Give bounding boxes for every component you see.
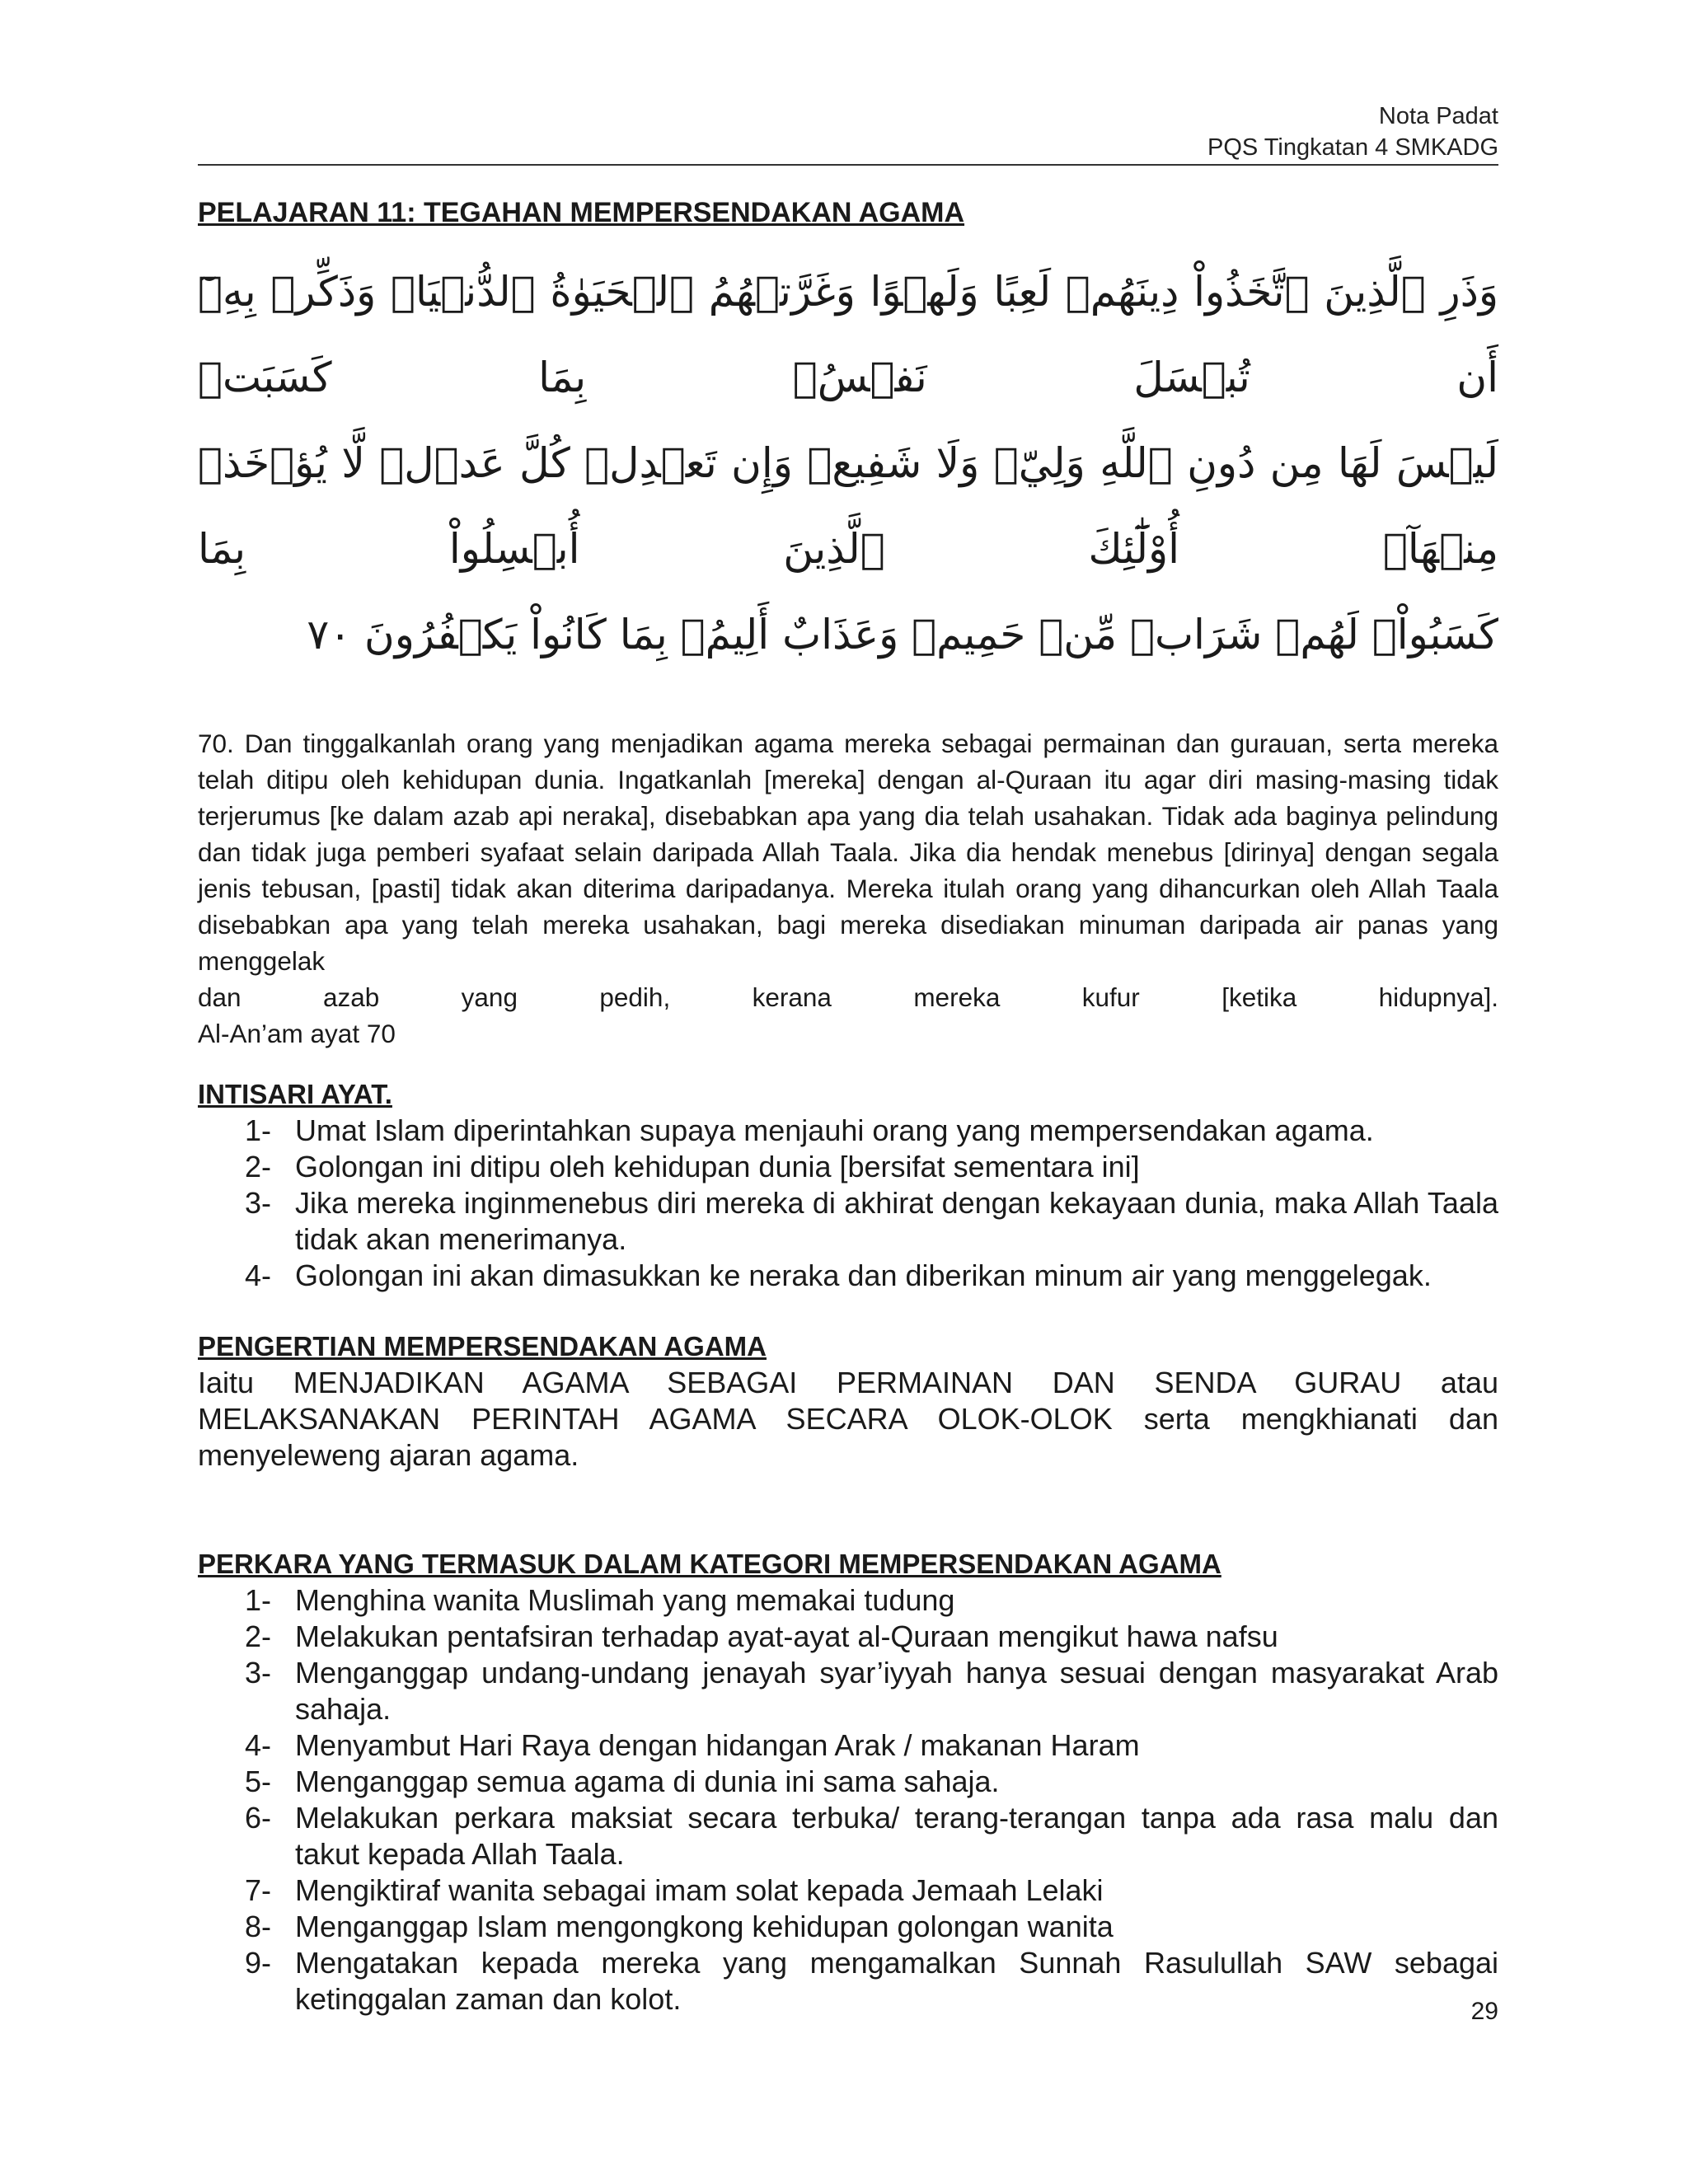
list-text: Menganggap Islam mengongkong kehidupan golongan wanita <box>295 1910 1114 1943</box>
page-number: 29 <box>1470 1998 1498 2025</box>
list-item <box>198 1619 1498 1655</box>
page-header <box>1207 101 1498 163</box>
list-number: 6- <box>245 1801 272 1835</box>
list-item <box>198 1582 1498 1619</box>
intisari-section <box>198 1076 1498 1294</box>
list-number: 1- <box>245 1113 272 1147</box>
list-item <box>198 1258 1498 1294</box>
translation-source: Al-An’am ayat 70 <box>198 1019 396 1048</box>
header-line-2: PQS Tingkatan 4 SMKADG <box>1207 134 1498 161</box>
list-text: Menyambut Hari Raya dengan hidangan Arak / makanan Haram <box>295 1728 1140 1762</box>
perkara-title: PERKARA YANG TERMASUK DALAM KATEGORI MEMPERSENDAKAN AGAMA <box>198 1549 1221 1579</box>
list-item <box>198 1945 1498 2018</box>
list-number: 3- <box>245 1656 272 1690</box>
verse-translation <box>198 725 1498 1052</box>
pengertian-title: PENGERTIAN MEMPERSENDAKAN AGAMA <box>198 1331 767 1361</box>
list-text: Golongan ini ditipu oleh kehidupan dunia [bersifat sementara ini] <box>295 1150 1140 1183</box>
list-item <box>198 1800 1498 1872</box>
list-number: 7- <box>245 1873 272 1907</box>
list-item <box>198 1727 1498 1764</box>
perkara-list <box>198 1582 1498 2018</box>
header-line-1: Nota Padat <box>1378 103 1498 129</box>
list-number: 8- <box>245 1910 272 1943</box>
list-number: 2- <box>245 1150 272 1183</box>
verse-line-3: كَسَبُواْۖ لَهُمۡ شَرَابٞ مِّنۡ حَمِيمٖ وَعَذَابٌ أَلِيمُۢ بِمَا كَانُواْ يَكۡفُرُونَ ٧٠ <box>307 611 1498 658</box>
list-item <box>198 1113 1498 1149</box>
translation-body: 70. Dan tinggalkanlah orang yang menjadikan agama mereka sebagai permainan dan gurauan, serta mereka telah ditipu oleh kehidupan dunia. Ingatkanlah [mereka] dengan al-Quraan itu agar diri masing-masing tidak terjerumus [ke dalam azab api neraka], disebabkan apa yang dia telah usahakan. Tidak ada baginya pelindung dan tidak juga pemberi syafaat selain daripada Allah Taala. Jika dia hendak menebus [dirinya] dengan segala jenis tebusan, [pasti] tidak akan diterima daripadanya. Mereka itulah orang yang dihancurkan oleh Allah Taala disebabkan apa yang telah mereka usahakan, bagi mereka disediakan minuman daripada air panas yang menggelak <box>198 729 1498 976</box>
list-text: Mengatakan kepada mereka yang mengamalkan Sunnah Rasulullah SAW sebagai ketinggalan zaman dan kolot. <box>295 1946 1498 2016</box>
list-item <box>198 1185 1498 1258</box>
list-text: Menghina wanita Muslimah yang memakai tudung <box>295 1583 955 1617</box>
header-divider <box>198 164 1498 166</box>
list-item <box>198 1655 1498 1727</box>
list-number: 2- <box>245 1619 272 1653</box>
list-text: Menganggap undang-undang jenayah syar’iyyah hanya sesuai dengan masyarakat Arab sahaja. <box>295 1656 1498 1726</box>
intisari-title: INTISARI AYAT. <box>198 1079 392 1109</box>
list-number: 9- <box>245 1946 272 1980</box>
list-text: Jika mereka inginmenebus diri mereka di akhirat dengan kekayaan dunia, maka Allah Taala tidak akan menerimanya. <box>295 1186 1498 1256</box>
list-text: Melakukan perkara maksiat secara terbuka/ terang-terangan tanpa ada rasa malu dan takut kepada Allah Taala. <box>295 1801 1498 1871</box>
list-number: 1- <box>245 1583 272 1617</box>
page-content <box>198 194 1498 2018</box>
list-item <box>198 1909 1498 1945</box>
list-text: Golongan ini akan dimasukkan ke neraka dan diberikan minum air yang menggelegak. <box>295 1258 1432 1292</box>
list-item <box>198 1872 1498 1909</box>
perkara-section <box>198 1546 1498 2018</box>
list-item <box>198 1764 1498 1800</box>
translation-last-line: dan azab yang pedih, kerana mereka kufur [ketika hidupnya]. <box>198 982 1498 1012</box>
verse-line-1: وَذَرِ ٱلَّذِينَ ٱتَّخَذُواْ دِينَهُمۡ لَعِبًا وَلَهۡوًا وَغَرَّتۡهُمُ ٱلۡحَيَوٰةُ ٱلدُّنۡيَاۚ وَذَكِّرۡ بِهِۦٓ أَن تُبۡسَلَ نَفۡسُۢ بِمَا كَسَبَتۡ <box>198 268 1498 401</box>
verse-line-2: لَيۡسَ لَهَا مِن دُونِ ٱللَّهِ وَلِيّٞ وَلَا شَفِيعٞ وَإِن تَعۡدِلۡ كُلَّ عَدۡلٖ لَّا يُؤۡخَذۡ مِنۡهَآۗ أُوْلَٰٓئِكَ ٱلَّذِينَ أُبۡسِلُواْ بِمَا <box>198 439 1498 573</box>
list-text: Melakukan pentafsiran terhadap ayat-ayat al-Quraan mengikut hawa nafsu <box>295 1619 1278 1653</box>
list-number: 5- <box>245 1765 272 1798</box>
list-text: Umat Islam diperintahkan supaya menjauhi orang yang mempersendakan agama. <box>295 1113 1374 1147</box>
lesson-title: PELAJARAN 11: TEGAHAN MEMPERSENDAKAN AGAMA <box>198 197 965 228</box>
list-number: 4- <box>245 1258 272 1292</box>
list-text: Mengiktiraf wanita sebagai imam solat kepada Jemaah Lelaki <box>295 1873 1104 1907</box>
list-number: 4- <box>245 1728 272 1762</box>
pengertian-text: Iaitu MENJADIKAN AGAMA SEBAGAI PERMAINAN DAN SENDA GURAU atau MELAKSANAKAN PERINTAH AGAMA SECARA OLOK-OLOK serta mengkhianati dan menyeleweng ajaran agama. <box>198 1366 1498 1472</box>
list-number: 3- <box>245 1186 272 1220</box>
list-text: Menganggap semua agama di dunia ini sama sahaja. <box>295 1765 1000 1798</box>
intisari-list <box>198 1113 1498 1294</box>
pengertian-section <box>198 1329 1498 1474</box>
quran-verse <box>198 249 1498 677</box>
list-item <box>198 1149 1498 1185</box>
